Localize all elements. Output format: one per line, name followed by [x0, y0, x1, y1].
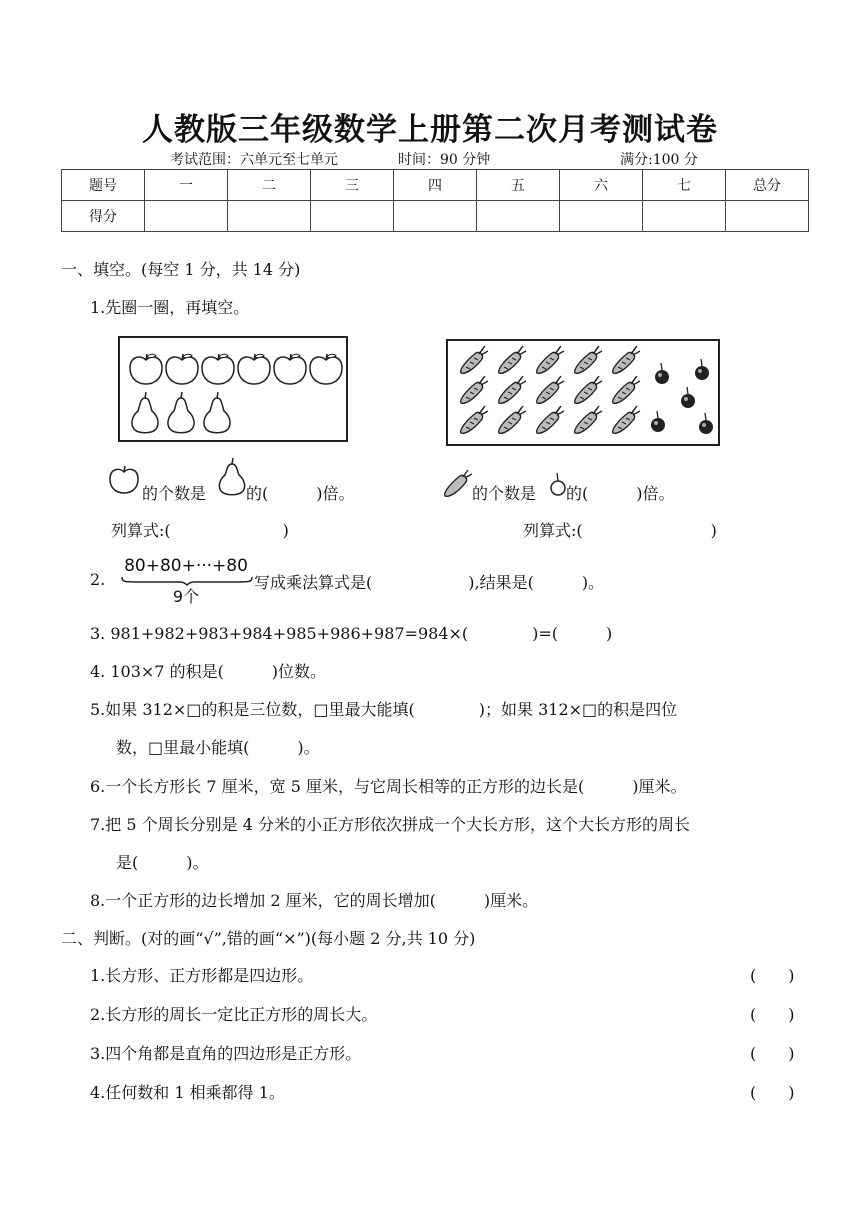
carrot-icon — [613, 406, 640, 433]
score-cell[interactable] — [311, 201, 394, 232]
apple-icon — [166, 354, 198, 384]
score-table — [61, 169, 809, 232]
section2-heading: 二、判断。(对的画“√”,错的画“×”)(每小题 2 分,共 10 分) — [61, 929, 476, 948]
header-cell: 二 — [228, 170, 311, 201]
carrot-icon — [575, 376, 602, 403]
radish-icon — [695, 359, 709, 380]
pear-icon — [218, 460, 248, 496]
carrot-radish-drawing — [448, 341, 718, 444]
q5-text-line1: 5.如果 312×□的积是三位数，□里最大能填( )；如果 312×□的积是四位 — [90, 700, 678, 719]
section1-heading: 一、填空。(每空 1 分，共 14 分) — [61, 260, 301, 279]
apple-pear-drawing — [120, 338, 346, 440]
q8-text: 8.一个正方形的边长增加 2 厘米，它的周长增加( )厘米。 — [90, 891, 539, 910]
judge-answer-slot[interactable]: ( ) — [750, 1044, 795, 1063]
radish-icon — [651, 411, 665, 432]
carrot-icon — [461, 376, 488, 403]
radish-icon — [681, 387, 695, 408]
header-cell: 三 — [311, 170, 394, 201]
carrot-icon — [613, 376, 640, 403]
q3-text: 3. 981+982+983+984+985+986+987=984×( )=( ) — [90, 624, 613, 643]
apple-icon — [238, 354, 270, 384]
carrot-icon — [461, 346, 488, 373]
q1-left-text-b: 的( )倍。 — [246, 484, 355, 503]
header-cell: 五 — [477, 170, 560, 201]
q1-formula-left[interactable]: 列算式:( ) — [111, 521, 289, 540]
carrot-icon — [461, 406, 488, 433]
exam-time: 时间：90 分钟 — [398, 152, 491, 168]
carrot-icon — [499, 376, 526, 403]
score-cell[interactable] — [228, 201, 311, 232]
q1-text: 1.先圈一圈，再填空。 — [90, 298, 250, 317]
header-cell: 六 — [560, 170, 643, 201]
carrot-icon — [537, 346, 564, 373]
pear-icon — [204, 392, 230, 433]
header-cell: 题号 — [62, 170, 145, 201]
carrot-icon — [537, 376, 564, 403]
score-cell[interactable] — [477, 201, 560, 232]
apple-pear-box — [118, 336, 348, 442]
score-cell[interactable] — [560, 201, 643, 232]
q5-text-line2: 数，□里最小能填( )。 — [116, 738, 320, 757]
judge-item: 2.长方形的周长一定比正方形的周长大。 — [90, 1005, 378, 1024]
judge-item: 1.长方形、正方形都是四边形。 — [90, 966, 314, 985]
judge-answer-slot[interactable]: ( ) — [750, 1005, 795, 1024]
full-score: 满分:100 分 — [620, 152, 698, 168]
carrot-icon — [613, 346, 640, 373]
q6-text: 6.一个长方形长 7 厘米，宽 5 厘米，与它周长相等的正方形的边长是( )厘米。 — [90, 777, 687, 796]
q2-expression: 80+80+···+80 — [124, 556, 248, 576]
carrot-icon — [575, 406, 602, 433]
judge-item: 3.四个角都是直角的四边形是正方形。 — [90, 1044, 362, 1063]
q1-formula-right[interactable]: 列算式:( ) — [523, 521, 717, 540]
apple-icon — [202, 354, 234, 384]
header-cell: 七 — [643, 170, 726, 201]
score-cell[interactable] — [145, 201, 228, 232]
carrot-icon — [537, 406, 564, 433]
header-cell: 总分 — [726, 170, 809, 201]
radish-icon — [699, 413, 713, 434]
q2-number: 2. — [90, 570, 106, 589]
apple-icon — [274, 354, 306, 384]
row-label: 得分 — [62, 201, 145, 232]
header-cell: 四 — [394, 170, 477, 201]
score-table-score-row — [62, 201, 809, 232]
q1-left-text-a: 的个数是 — [142, 484, 207, 503]
pear-icon — [168, 392, 194, 433]
score-cell[interactable] — [726, 201, 809, 232]
apple-icon — [110, 466, 140, 496]
judge-item: 4.任何数和 1 相乘都得 1。 — [90, 1083, 285, 1102]
judge-answer-slot[interactable]: ( ) — [750, 1083, 795, 1102]
q7-text-line2: 是( )。 — [116, 853, 209, 872]
page-title: 人教版三年级数学上册第二次月考测试卷 — [142, 112, 718, 148]
q4-text: 4. 103×7 的积是( )位数。 — [90, 662, 327, 681]
pear-icon — [132, 392, 158, 433]
score-cell[interactable] — [643, 201, 726, 232]
q2-count: 9个 — [172, 587, 200, 606]
radish-icon — [655, 363, 669, 384]
carrot-icon — [499, 406, 526, 433]
q2-text: 写成乘法算式是( ),结果是( )。 — [254, 573, 605, 592]
apple-icon — [130, 354, 162, 384]
exam-range: 考试范围：六单元至七单元 — [170, 152, 338, 168]
header-cell: 一 — [145, 170, 228, 201]
carrot-radish-box — [446, 339, 720, 446]
q7-text-line1: 7.把 5 个周长分别是 4 分米的小正方形依次拼成一个大长方形，这个大长方形的周长 — [90, 815, 690, 834]
judge-answer-slot[interactable]: ( ) — [750, 966, 795, 985]
apple-icon — [310, 354, 342, 384]
carrot-icon — [442, 470, 472, 500]
q1-right-text-b: 的( )倍。 — [566, 484, 675, 503]
carrot-icon — [499, 346, 526, 373]
score-table-header-row — [62, 170, 809, 201]
carrot-icon — [575, 346, 602, 373]
q1-right-text-a: 的个数是 — [472, 484, 537, 503]
score-cell[interactable] — [394, 201, 477, 232]
